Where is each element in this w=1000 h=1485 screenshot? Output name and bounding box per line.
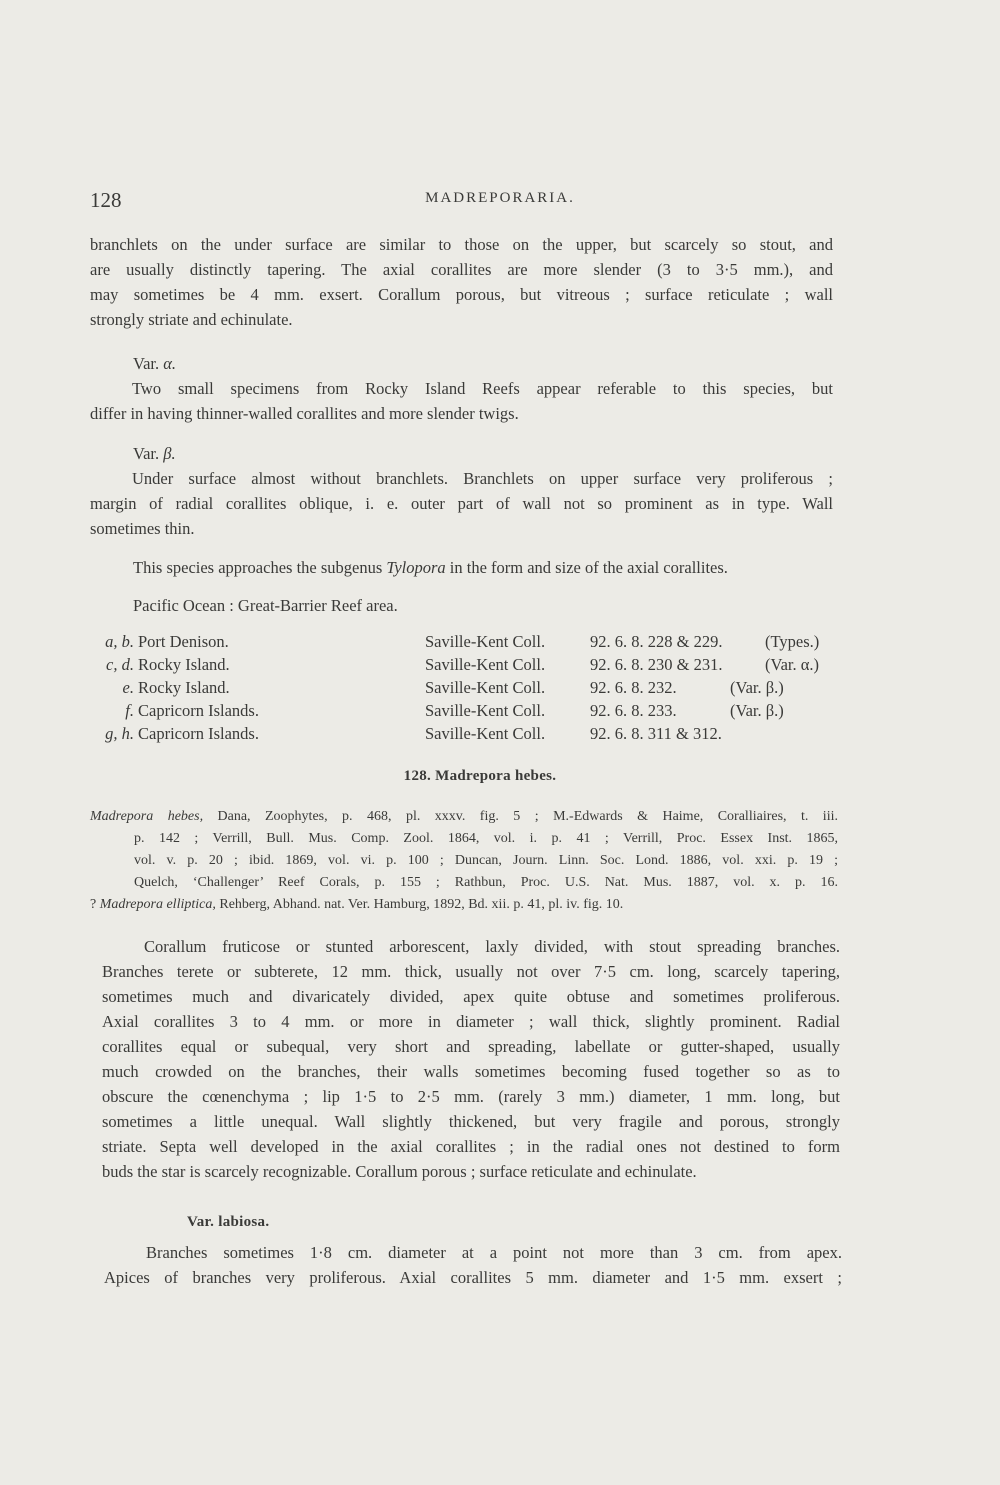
text-line: corallites equal or subequal, very short and spreading, labellate or gutter-shaped, usually	[102, 1037, 840, 1056]
specimen-letter: c, d.	[106, 655, 134, 674]
synonymy-line	[90, 872, 838, 894]
specimen-place: Rocky Island.	[138, 655, 230, 674]
text-line: striate. Septa well developed in the axial corallites ; in the radial ones not destined to form	[102, 1137, 840, 1156]
locality-heading: Pacific Ocean : Great-Barrier Reef area.	[133, 596, 398, 615]
text-line: Branches sometimes 1·8 cm. diameter at a point not more than 3 cm. from apex.	[146, 1243, 842, 1262]
text-line: differ in having thinner-walled corallites and more slender twigs.	[90, 404, 519, 423]
var-label-prefix: Var.	[133, 444, 164, 463]
specimen-collection: Saville-Kent Coll.	[425, 655, 546, 674]
var-label-greek: β.	[163, 444, 176, 463]
specimen-register: 92. 6. 8. 233.	[590, 701, 677, 720]
page-number: 128	[90, 188, 122, 212]
text-line: Two small specimens from Rocky Island Reefs appear referable to this species, but	[132, 379, 833, 398]
synonym-name: Madrepora hebes,	[90, 809, 204, 824]
paragraph-intro	[90, 232, 833, 332]
specimen-letter: a, b.	[105, 632, 134, 651]
specimen-register: 92. 6. 8. 232.	[590, 678, 677, 697]
specimen-collection: Saville-Kent Coll.	[425, 678, 546, 697]
paragraph-description	[102, 934, 840, 1184]
specimen-note: (Types.)	[765, 632, 820, 651]
synonym-query-mark: ?	[90, 897, 100, 912]
specimen-register: 92. 6. 8. 230 & 231.	[590, 655, 723, 674]
subgenus-note	[133, 558, 728, 578]
specimen-place: Rocky Island.	[138, 678, 230, 697]
running-head: MADREPORARIA.	[425, 190, 575, 206]
text-line: branchlets on the under surface are similar to those on the upper, but scarcely so stout, and	[90, 235, 833, 254]
specimen-letter: e.	[122, 678, 134, 697]
specimen-collection: Saville-Kent Coll.	[425, 701, 546, 720]
note-text: This species approaches the subgenus	[133, 558, 387, 577]
synonymy-line	[90, 806, 838, 828]
paragraph-var-labiosa	[104, 1240, 842, 1290]
specimen-collection: Saville-Kent Coll.	[425, 724, 546, 743]
text-line: sometimes thin.	[90, 519, 195, 538]
specimen-place: Capricorn Islands.	[138, 701, 259, 720]
specimen-register: 92. 6. 8. 311 & 312.	[590, 724, 722, 743]
synonymy-block	[90, 806, 838, 916]
text-line: much crowded on the branches, their walls sometimes becoming fused together so as to	[102, 1062, 840, 1081]
specimen-collection: Saville-Kent Coll.	[425, 632, 546, 651]
text-line: margin of radial corallites oblique, i. e. outer part of wall not so prominent as in type. Wall	[90, 494, 833, 513]
synonymy-line	[90, 850, 838, 872]
text-line: Apices of branches very proliferous. Axial corallites 5 mm. diameter and 1·5 mm. exsert ;	[104, 1268, 842, 1287]
synonym-reference: Quelch, ‘Challenger’ Reef Corals, p. 155 ; Rathbun, Proc. U.S. Nat. Mus. 1887, vol. x. p. 16.	[134, 875, 838, 890]
specimen-letter: g, h.	[105, 724, 134, 743]
synonym-name: Madrepora elliptica,	[99, 897, 216, 912]
text-line: buds the star is scarcely recognizable. Corallum porous ; surface reticulate and echinulate.	[102, 1162, 697, 1181]
specimen-note: (Var. β.)	[730, 701, 784, 720]
text-line: sometimes a little unequal. Wall slightly thickened, but very fragile and porous, strongly	[102, 1112, 840, 1131]
specimen-note: (Var. α.)	[765, 655, 820, 674]
var-beta-label	[133, 444, 176, 464]
specimen-register: 92. 6. 8. 228 & 229.	[590, 632, 723, 651]
synonymy-line	[90, 828, 838, 850]
synonym-reference: Rehberg, Abhand. nat. Ver. Hamburg, 1892, Bd. xii. p. 41, pl. iv. fig. 10.	[215, 897, 624, 912]
var-label-prefix: Var.	[133, 354, 164, 373]
specimen-place: Capricorn Islands.	[138, 724, 259, 743]
specimen-note: (Var. β.)	[730, 678, 784, 697]
note-genus: Tylopora	[386, 558, 446, 577]
species-heading: 128. Madrepora hebes.	[403, 768, 557, 784]
synonym-reference: Dana, Zoophytes, p. 468, pl. xxxv. fig. 5 ; M.-Edwards & Haime, Coralliaires, t. iii.	[203, 809, 838, 824]
synonym-reference: p. 142 ; Verrill, Bull. Mus. Comp. Zool. 1864, vol. i. p. 41 ; Verrill, Proc. Essex Inst. 1865,	[134, 831, 838, 846]
text-line: Under surface almost without branchlets. Branchlets on upper surface very proliferous ;	[132, 469, 833, 488]
var-labiosa-label: Var. labiosa.	[187, 1214, 270, 1230]
text-line: sometimes much and divaricately divided, apex quite obtuse and sometimes proliferous.	[102, 987, 840, 1006]
var-label-greek: α.	[163, 354, 177, 373]
text-line: Axial corallites 3 to 4 mm. or more in diameter ; wall thick, slightly prominent. Radial	[102, 1012, 840, 1031]
note-text: in the form and size of the axial corallites.	[445, 558, 728, 577]
text-line: Corallum fruticose or stunted arborescent, laxly divided, with stout spreading branches.	[144, 937, 840, 956]
synonymy-line	[90, 894, 838, 916]
text-line: obscure the cœnenchyma ; lip 1·5 to 2·5 mm. (rarely 3 mm.) diameter, 1 mm. long, but	[102, 1087, 840, 1106]
text-line: Branches terete or subterete, 12 mm. thick, usually not over 7·5 cm. long, scarcely tapering,	[102, 962, 840, 981]
text-line: are usually distinctly tapering. The axial corallites are more slender (3 to 3·5 mm.), and	[90, 260, 833, 279]
text-line: may sometimes be 4 mm. exsert. Corallum porous, but vitreous ; surface reticulate ; wall	[90, 285, 833, 304]
text-line: strongly striate and echinulate.	[90, 310, 293, 329]
specimen-letter: f.	[125, 701, 134, 720]
synonym-reference: vol. v. p. 20 ; ibid. 1869, vol. vi. p. 100 ; Duncan, Journ. Linn. Soc. Lond. 1886, vol. xxi. p. 19 ;	[134, 853, 838, 868]
paragraph-var-alpha	[90, 376, 833, 426]
paragraph-var-beta	[90, 466, 833, 541]
var-alpha-label	[133, 354, 176, 374]
specimen-place: Port Denison.	[138, 632, 229, 651]
